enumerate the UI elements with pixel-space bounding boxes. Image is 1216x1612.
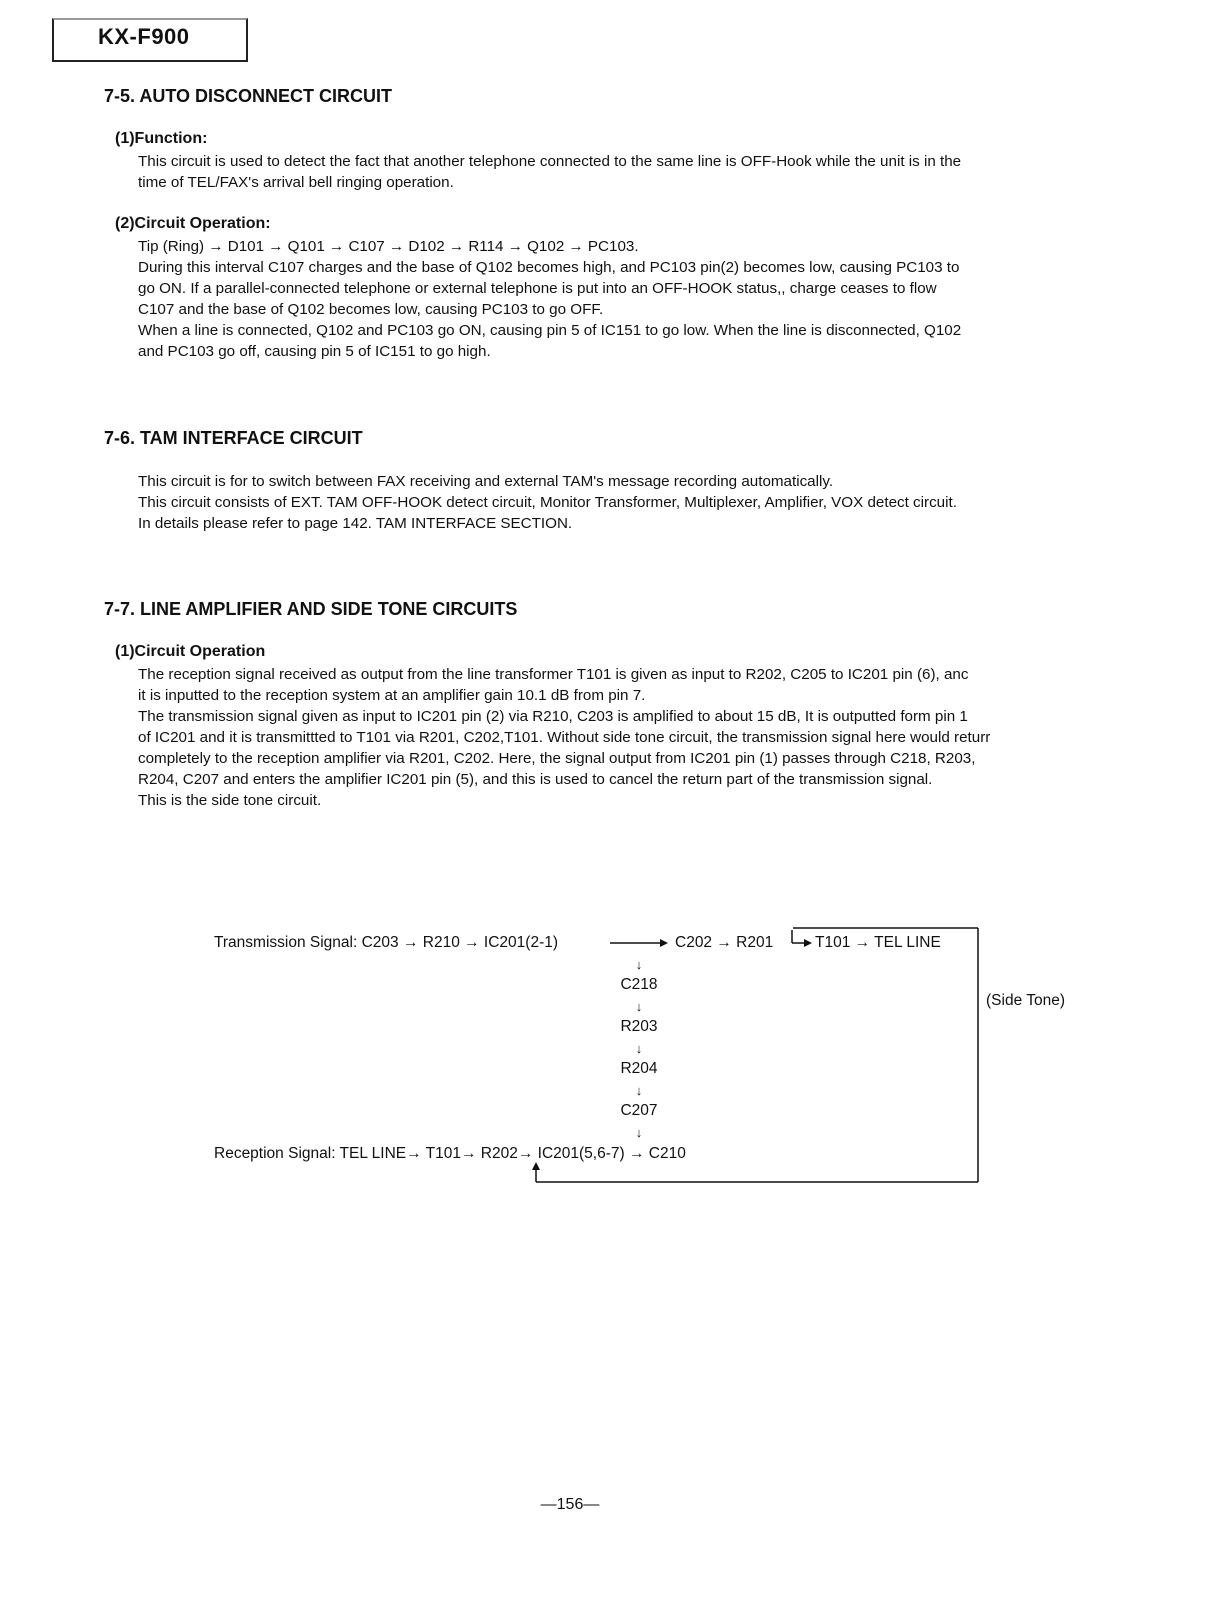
- text-line: This circuit consists of EXT. TAM OFF-HOOK detect circuit, Monitor Transformer, Multiplexer, Amplifier, VOX detect circuit.: [138, 494, 957, 511]
- text-line: go ON. If a parallel-connected telephone or external telephone is put into an OFF-HOOK status,, charge ceases to flow: [138, 280, 937, 297]
- text-line: C107 and the base of Q102 becomes low, causing PC103 to go OFF.: [138, 301, 604, 318]
- text-line: This is the side tone circuit.: [138, 792, 322, 809]
- text-line: completely to the reception amplifier via R201, C202. Here, the signal output from IC201 pin (1) passes through C218, R203,: [138, 750, 976, 767]
- text-line: In details please refer to page 142. TAM INTERFACE SECTION.: [138, 515, 573, 532]
- side-tone-label: (Side Tone): [986, 992, 1065, 1009]
- transmission-signal-end: T101 → TEL LINE: [815, 934, 941, 951]
- tam-interface-text: [138, 471, 1098, 534]
- text-line: time of TEL/FAX's arrival bell ringing operation.: [138, 174, 454, 191]
- chain-component-c207: C207: [620, 1102, 658, 1119]
- text-line: During this interval C107 charges and the base of Q102 becomes high, and PC103 pin(2) becomes low, causing PC103 to: [138, 259, 960, 276]
- model-label-box: [52, 18, 248, 62]
- function-heading: (1)Function:: [115, 130, 208, 147]
- text-line: R204, C207 and enters the amplifier IC201 pin (5), and this is used to cancel the return part of the transmission signal.: [138, 771, 933, 788]
- model-label: KX-F900: [98, 24, 190, 49]
- line-amp-operation-heading: (1)Circuit Operation: [115, 643, 266, 660]
- chain-arrow-icon: ↓: [635, 1125, 643, 1140]
- page-number: —156—: [540, 1496, 600, 1513]
- text-line: When a line is connected, Q102 and PC103 go ON, causing pin 5 of IC151 to go low. When the line is disconnected, Q102: [138, 322, 962, 339]
- chain-component-c218: C218: [620, 976, 658, 993]
- section-title-7-7: 7-7. LINE AMPLIFIER AND SIDE TONE CIRCUITS: [104, 599, 518, 619]
- text-line: This circuit is used to detect the fact that another telephone connected to the same line is OFF-Hook while the unit is in the: [138, 153, 962, 170]
- text-line: Tip (Ring) → D101 → Q101 → C107 → D102 → R114 → Q102 → PC103.: [138, 238, 639, 255]
- section-title-7-5: 7-5. AUTO DISCONNECT CIRCUIT: [104, 86, 393, 106]
- text-line: and PC103 go off, causing pin 5 of IC151 to go high.: [138, 343, 491, 360]
- reception-signal-text: Reception Signal: TEL LINE→ T101→ R202→ IC201(5,6-7) → C210: [214, 1145, 686, 1162]
- section-title-7-6: 7-6. TAM INTERFACE CIRCUIT: [104, 428, 363, 448]
- transmission-signal-mid: C202 → R201: [675, 934, 774, 951]
- side-tone-loop: [500, 920, 990, 1190]
- text-line: it is inputted to the reception system at an amplifier gain 10.1 dB from pin 7.: [138, 687, 646, 704]
- text-line: The transmission signal given as input to IC201 pin (2) via R210, C203 is amplified to about 15 dB, It is outputted form pin 1: [138, 708, 968, 725]
- chain-arrow-icon: ↓: [635, 999, 643, 1014]
- text-line: The reception signal received as output from the line transformer T101 is given as input to R202, C205 to IC201 pin (6), anc: [138, 666, 969, 683]
- line-amp-operation-text: [138, 664, 1098, 811]
- chain-arrow-icon: ↓: [635, 1041, 643, 1056]
- text-line: This circuit is for to switch between FAX receiving and external TAM's message recording automatically.: [138, 473, 834, 490]
- circuit-operation-heading: (2)Circuit Operation:: [115, 215, 271, 232]
- chain-arrow-icon: ↓: [635, 1083, 643, 1098]
- chain-component-r203: R203: [620, 1018, 658, 1035]
- circuit-operation-text: [138, 236, 1098, 362]
- chain-component-r204: R204: [620, 1060, 658, 1077]
- chain-arrow-icon: ↓: [635, 957, 643, 972]
- text-line: of IC201 and it is transmittted to T101 via R201, C202,T101. Without side tone circuit, the transmission signal here would returr: [138, 729, 991, 746]
- transmission-signal-text: Transmission Signal: C203 → R210 → IC201(2-1): [214, 934, 559, 951]
- function-text: [138, 151, 1098, 193]
